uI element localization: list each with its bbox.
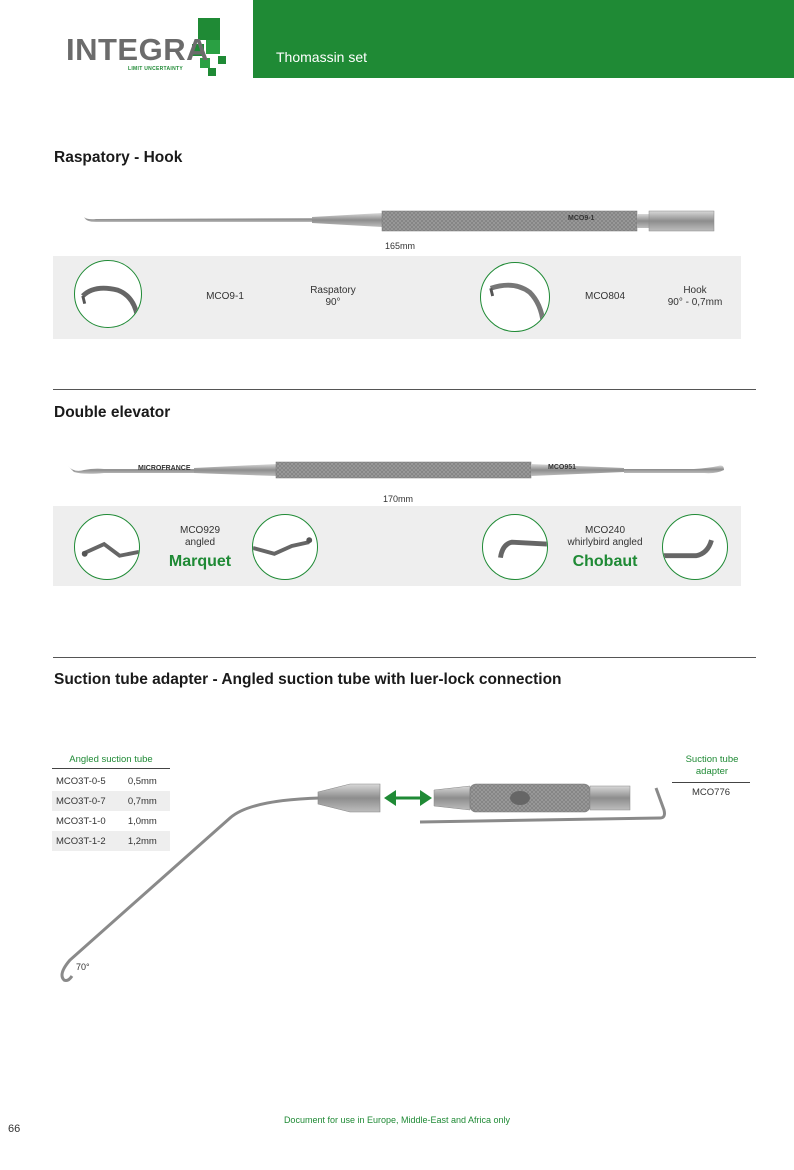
- elevator-length: 170mm: [382, 494, 413, 504]
- marquet-code: MCO929: [179, 525, 220, 536]
- section-title-suction: Suction tube adapter - Angled suction tube with luer-lock connection: [54, 671, 562, 688]
- section-title-elevator: Double elevator: [54, 404, 171, 421]
- marquet-tip-right: [252, 514, 318, 580]
- adapter-rule: [672, 782, 750, 783]
- hook-tip-detail: [480, 262, 550, 332]
- divider: [53, 389, 756, 390]
- chobaut-desc: whirlybird angled: [567, 537, 643, 548]
- row-size: 0,7mm: [124, 791, 170, 811]
- row-size: 0,5mm: [127, 775, 157, 787]
- marquet-brand: Marquet: [168, 553, 232, 570]
- raspatory-tip-detail: [74, 260, 142, 328]
- row-size: 1,0mm: [127, 815, 157, 827]
- raspatory-code: MCO9-1: [206, 291, 244, 302]
- raspatory-length: 165mm: [384, 241, 415, 251]
- hook-spec: 90° - 0,7mm: [667, 297, 723, 308]
- raspatory-engraving: MCO9-1: [568, 215, 595, 222]
- row-code: MCO3T-1-2: [52, 831, 124, 851]
- chobaut-code: MCO240: [584, 525, 625, 536]
- elevator-code-engraving: MCO951: [548, 464, 577, 471]
- divider: [53, 657, 756, 658]
- hook-name: Hook: [683, 285, 707, 296]
- row-size: 1,2mm: [124, 831, 170, 851]
- hook-code: MCO804: [584, 291, 625, 302]
- marquet-tip-left: [74, 514, 140, 580]
- angle-label: 70°: [76, 962, 90, 972]
- raspatory-angle: 90°: [325, 297, 341, 308]
- adapter-title: Suction tube adapter: [685, 754, 739, 777]
- table-rule: [52, 768, 170, 769]
- row-code: MCO3T-0-5: [56, 775, 106, 787]
- row-code: MCO3T-0-7: [52, 791, 124, 811]
- logo-tagline: LIMIT UNCERTAINTY: [128, 66, 184, 72]
- footer-note: Document for use in Europe, Middle-East and Africa only: [283, 1115, 511, 1125]
- chobaut-tip-right: [662, 514, 728, 580]
- marquet-desc: angled: [184, 537, 216, 548]
- raspatory-name: Raspatory: [310, 285, 356, 296]
- section-title-raspatory: Raspatory - Hook: [54, 149, 183, 166]
- header-band: [253, 0, 794, 78]
- suction-table-title: Angled suction tube: [69, 754, 153, 765]
- suction-tube-image: [50, 770, 680, 990]
- chobaut-brand: Chobaut: [572, 553, 638, 570]
- logo-wordmark: INTEGRA: [66, 32, 209, 67]
- chobaut-tip-left: [482, 514, 548, 580]
- page-title: Thomassin set: [276, 49, 368, 65]
- row-code: MCO3T-1-0: [56, 815, 106, 827]
- elevator-brand-engraving: MICROFRANCE: [138, 465, 191, 472]
- raspatory-instrument-image: [82, 205, 722, 235]
- adapter-code: MCO776: [692, 787, 731, 798]
- page-number: 66: [8, 1123, 21, 1135]
